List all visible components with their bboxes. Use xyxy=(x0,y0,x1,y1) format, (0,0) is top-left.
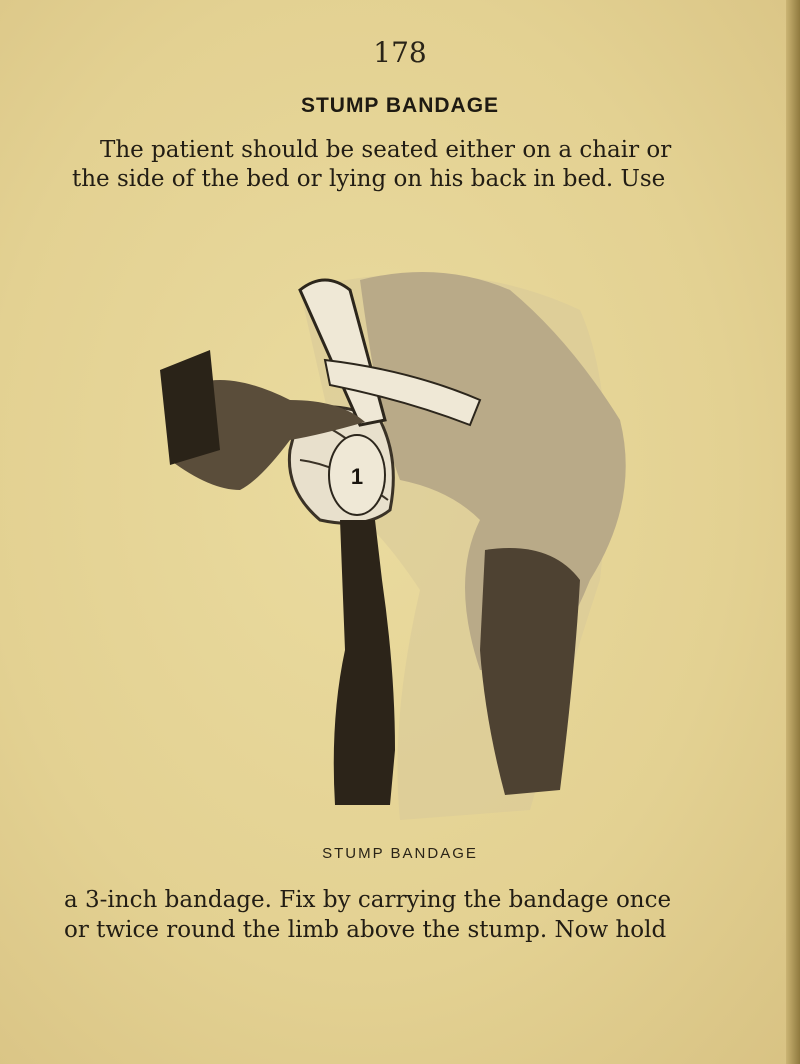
stump-bandage-illustration xyxy=(150,250,670,830)
figure-label: 1 xyxy=(350,464,364,489)
section-heading: STUMP BANDAGE xyxy=(300,94,500,117)
paragraph-line: or twice round the limb above the stump. Now hold xyxy=(64,917,667,943)
paragraph-line: The patient should be seated either on a chair or xyxy=(100,137,672,163)
figure-caption: STUMP BANDAGE xyxy=(322,845,478,862)
page-number: 178 xyxy=(373,36,427,69)
paragraph-line: the side of the bed or lying on his back in bed. Use xyxy=(72,166,666,192)
paragraph-line: a 3-inch bandage. Fix by carrying the bandage once xyxy=(64,887,672,913)
